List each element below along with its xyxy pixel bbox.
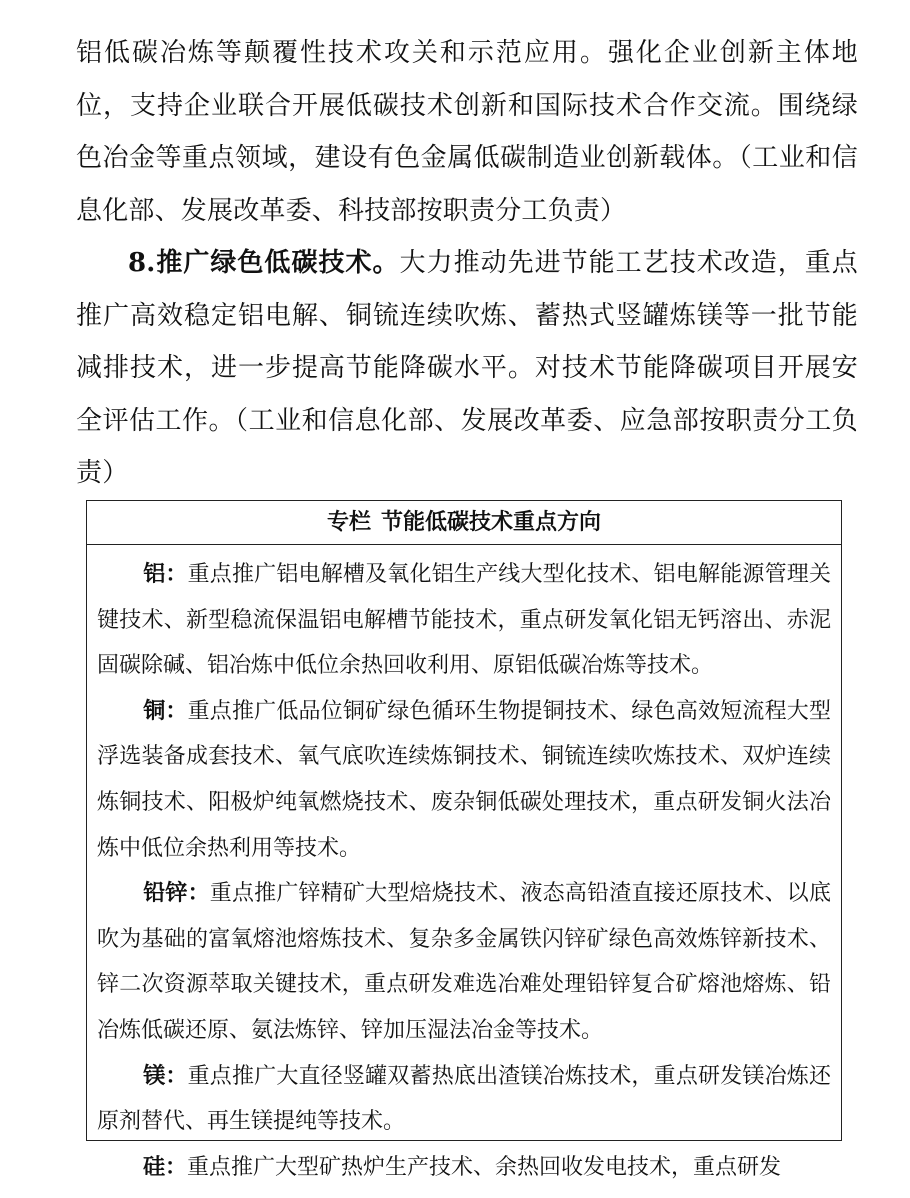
item-text: 重点推广铝电解槽及氧化铝生产线大型化技术、铝电解能源管理关键技术、新型稳流保温铝电解槽节能技术，重点研发氧化铝无钙溶出、赤泥固碳除碱、铝冶炼中低位余热回收利用、原铝低碳冶炼等技术。 — [97, 562, 831, 679]
list-item — [97, 1054, 831, 1145]
paragraph-2 — [76, 237, 858, 500]
section-heading: 8.推广绿色低碳技术。 — [128, 248, 400, 278]
item-label: 铜： — [143, 697, 188, 724]
column-box-title-main: 节能低碳技术重点方向 — [381, 509, 602, 535]
column-box — [86, 500, 842, 1180]
item-text: 重点推广大型矿热炉生产技术、余热回收发电技术，重点研发 — [187, 1154, 782, 1180]
paragraph-1: 铝低碳冶炼等颠覆性技术攻关和示范应用。强化企业创新主体地位，支持企业联合开展低碳技术创新和国际技术合作交流。围绕绿色冶金等重点领域，建设有色金属低碳制造业创新载体。（工业和信息化部、发展改革委、科技部按职责分工负责） — [76, 38, 858, 226]
list-item — [97, 1145, 831, 1191]
list-item — [97, 552, 831, 689]
item-text: 重点推广低品位铜矿绿色循环生物提铜技术、绿色高效短流程大型浮选装备成套技术、氧气底吹连续炼铜技术、铜锍连续吹炼技术、双炉连续炼铜技术、阳极炉纯氧燃烧技术、废杂铜低碳处理技术，重点研发铜火法冶炼中低位余热利用等技术。 — [97, 698, 831, 861]
item-label: 硅： — [143, 1153, 188, 1180]
item-text: 重点推广大直径竖罐双蓄热底出渣镁冶炼技术，重点研发镁冶炼还原剂替代、再生镁提纯等技术。 — [97, 1063, 831, 1135]
list-item — [97, 689, 831, 871]
column-box-title-prefix: 专栏 — [326, 509, 371, 535]
item-label: 镁： — [143, 1062, 188, 1089]
list-item — [97, 871, 831, 1053]
column-box-body — [87, 545, 841, 1190]
item-label: 铝： — [143, 561, 188, 587]
column-box-title — [87, 501, 841, 545]
section-body: 大力推动先进节能工艺技术改造，重点推广高效稳定铝电解、铜锍连续吹炼、蓄热式竖罐炼镁等一批节能减排技术，进一步提高节能降碳水平。对技术节能降碳项目开展安全评估工作。（工业和信息化部、发展改革委、应急部按职责分工负责） — [76, 248, 859, 489]
item-text: 重点推广锌精矿大型焙烧技术、液态高铅渣直接还原技术、以底吹为基础的富氧熔池熔炼技术、复杂多金属铁闪锌矿绿色高效炼锌新技术、锌二次资源萃取关键技术，重点研发难选冶难处理铅锌复合矿熔池熔炼、铅冶炼低碳还原、氨法炼锌、锌加压湿法冶金等技术。 — [97, 881, 831, 1043]
item-label: 铅锌： — [143, 880, 210, 907]
